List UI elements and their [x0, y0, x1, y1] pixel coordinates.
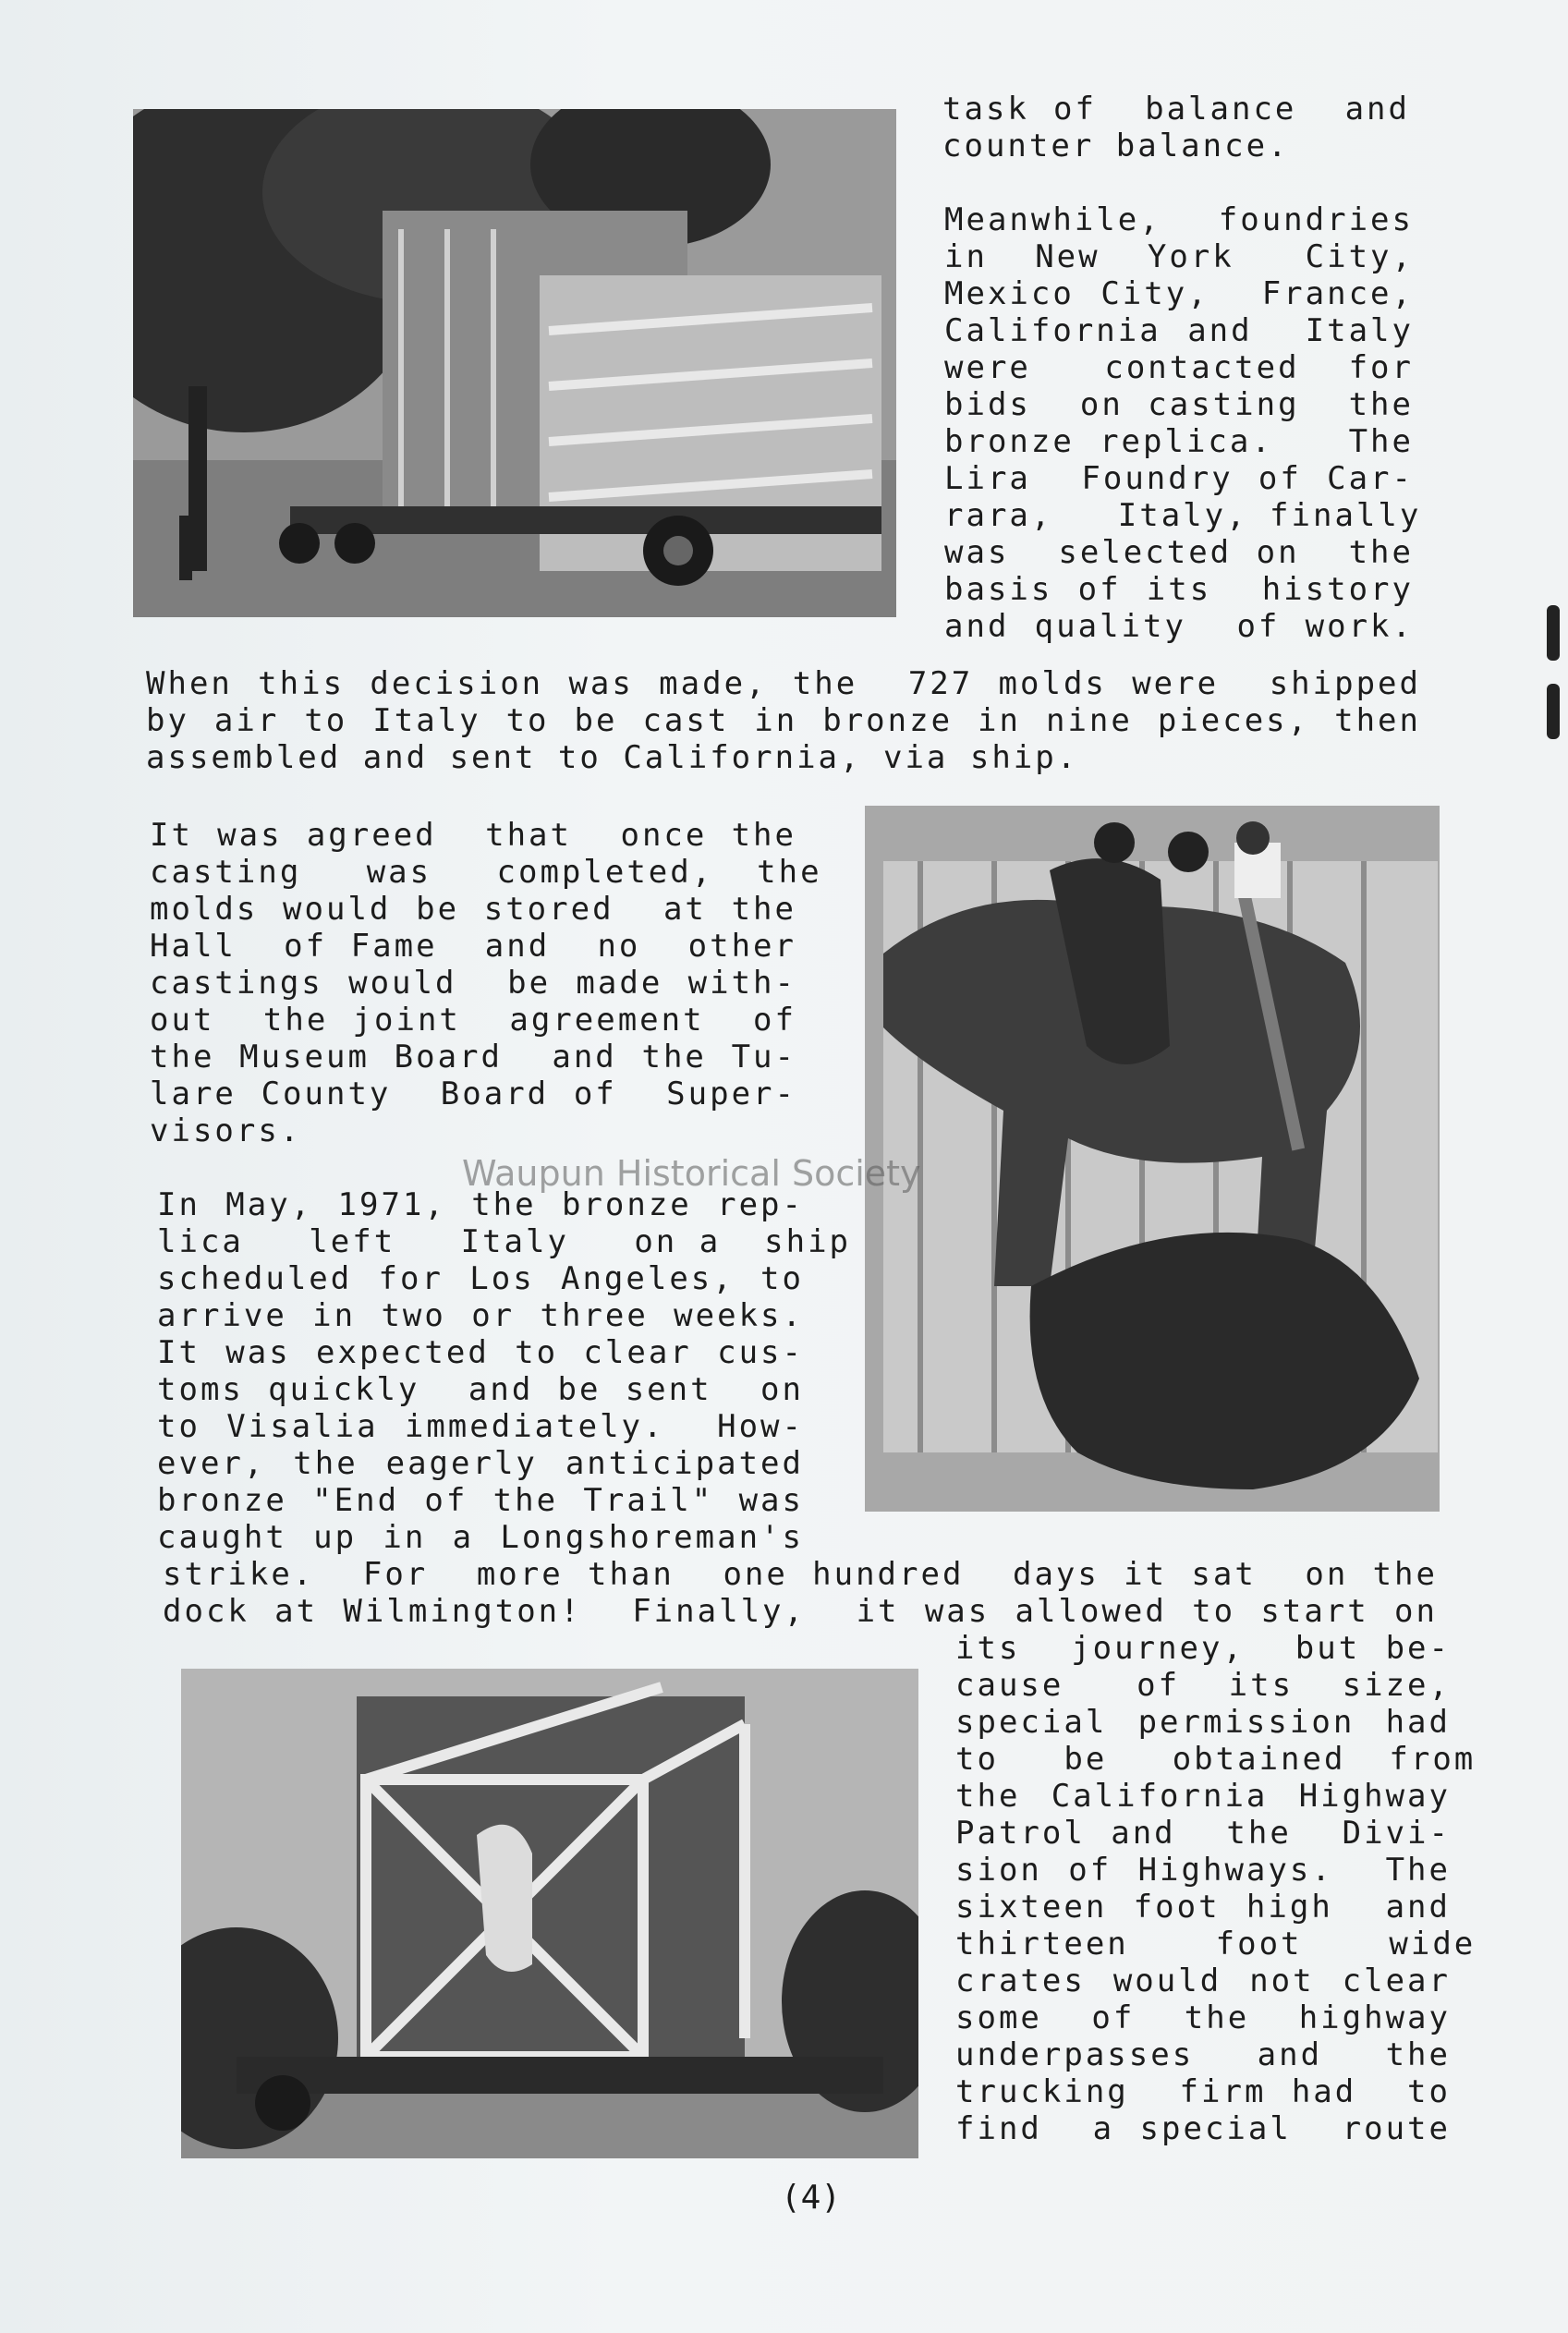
text-line: and quality of work.: [944, 608, 1414, 645]
text-line: some of the highway: [955, 1999, 1451, 2036]
text-line: visors.: [150, 1112, 302, 1149]
text-line: sixteen foot high and: [955, 1889, 1451, 1926]
text-line: crates would not clear: [955, 1962, 1451, 1999]
text-line: find a special route: [955, 2110, 1451, 2147]
text-line: underpasses and the: [955, 2036, 1451, 2073]
text-line: special permission had: [955, 1704, 1451, 1741]
text-line: strike. For more than one hundred days it sat on the: [163, 1556, 1438, 1593]
text-line: bronze replica. The: [944, 423, 1414, 460]
text-line: Patrol and the Divi-: [955, 1815, 1451, 1852]
text-line: task of balance and: [942, 91, 1410, 128]
text-block-5: [157, 1186, 852, 1556]
page-number: (4): [781, 2179, 842, 2217]
binding-mark: [1547, 684, 1560, 739]
text-line: molds would be stored at the: [150, 891, 796, 928]
text-line: When this decision was made, the 727 molds were shipped: [146, 665, 1421, 702]
text-line: It was expected to clear cus-: [157, 1334, 804, 1371]
text-line: castings would be made with-: [150, 965, 796, 1002]
photo-statue: [865, 806, 1440, 1512]
text-block-6: [163, 1556, 1438, 1630]
watermark: Waupun Historical Society: [462, 1153, 921, 1194]
text-block-7: [955, 1630, 1477, 2147]
text-line: toms quickly and be sent on: [157, 1371, 804, 1408]
text-line: was selected on the: [944, 534, 1414, 571]
text-line: ever, the eagerly anticipated: [157, 1445, 804, 1482]
text-line: trucking firm had to: [955, 2073, 1451, 2110]
text-line: lica left Italy on a ship: [157, 1223, 852, 1260]
text-line: In May, 1971, the bronze rep-: [157, 1186, 804, 1223]
text-line: were contacted for: [944, 349, 1414, 386]
text-line: to Visalia immediately. How-: [157, 1408, 804, 1445]
photo-crate: [181, 1669, 918, 2158]
text-block-4: [150, 817, 822, 1149]
text-line: basis of its history: [944, 571, 1414, 608]
text-line: Mexico City, France,: [944, 275, 1414, 312]
text-line: rara, Italy, finally: [944, 497, 1422, 534]
text-line: arrive in two or three weeks.: [157, 1297, 804, 1334]
text-line: casting was completed, the: [150, 854, 822, 891]
text-line: thirteen foot wide: [955, 1926, 1477, 1962]
text-line: assembled and sent to California, via ship.: [146, 739, 1079, 776]
text-line: the California Highway: [955, 1778, 1451, 1815]
text-line: sion of Highways. The: [955, 1852, 1451, 1889]
text-line: to be obtained from: [955, 1741, 1477, 1778]
text-line: It was agreed that once the: [150, 817, 796, 854]
photo-trucks: [133, 109, 896, 617]
text-line: scheduled for Los Angeles, to: [157, 1260, 804, 1297]
text-line: lare County Board of Super-: [150, 1075, 796, 1112]
text-line: cause of its size,: [955, 1667, 1451, 1704]
text-line: out the joint agreement of: [150, 1002, 796, 1039]
text-line: its journey, but be-: [955, 1630, 1451, 1667]
text-line: dock at Wilmington! Finally, it was allowed to start on: [163, 1593, 1438, 1630]
text-line: by air to Italy to be cast in bronze in nine pieces, then: [146, 702, 1421, 739]
text-block-2: [944, 201, 1422, 645]
text-line: Meanwhile, foundries: [944, 201, 1414, 238]
text-block-1: [942, 91, 1410, 164]
text-line: Hall of Fame and no other: [150, 928, 796, 965]
text-line: bids on casting the: [944, 386, 1414, 423]
text-line: in New York City,: [944, 238, 1414, 275]
binding-mark: [1547, 605, 1560, 661]
text-line: bronze "End of the Trail" was: [157, 1482, 804, 1519]
text-line: caught up in a Longshoreman's: [157, 1519, 804, 1556]
text-line: Lira Foundry of Car-: [944, 460, 1414, 497]
text-block-3: [146, 665, 1421, 776]
text-line: the Museum Board and the Tu-: [150, 1039, 796, 1075]
text-line: California and Italy: [944, 312, 1414, 349]
text-line: counter balance.: [942, 128, 1290, 164]
